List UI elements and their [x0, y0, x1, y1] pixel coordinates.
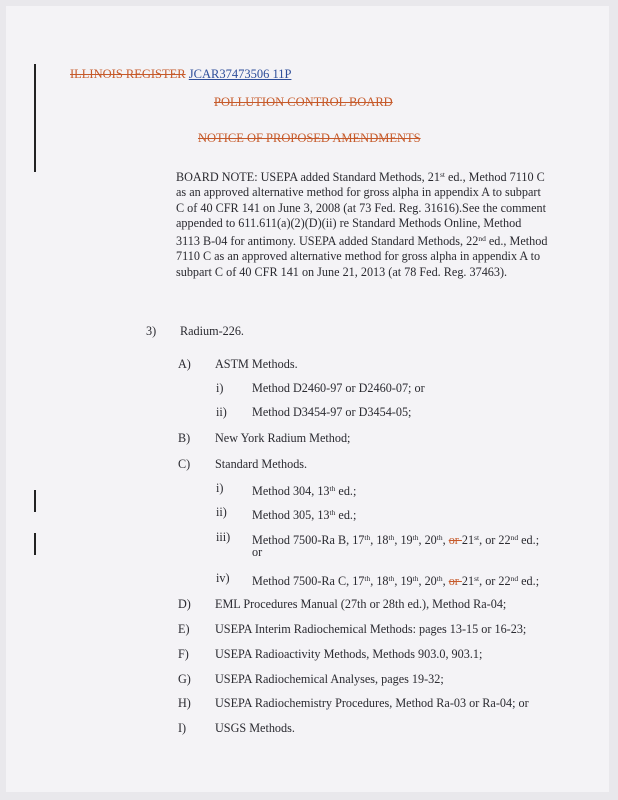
item-text: Method 7500-Ra B, 17th, 18th, 19th, 20th, or 21st, or 22nd ed.; — [252, 533, 540, 547]
board-note: BOARD NOTE: USEPA added Standard Methods, 21st ed., Method 7110 C as an approved alternative method for gross alpha in appendix A to subpart C of 40 CFR 141 on June 3, 2008 (at 73 Fed. Reg. 31616).See the comment appended to 611.611(a)(2)(D)(ii) re Standard Methods Online, Method 3113 B-04 for antimony. USEPA added Standard Methods, 22nd ed., Method 7110 C as an approved alternative method for gross alpha in appendix A to subpart C of 40 CFR 141 on June 21, 2013 (at 78 Fed. Reg. 37463). — [176, 170, 548, 279]
item-continuation: or — [252, 545, 263, 559]
item-text: Method 305, 13th ed.; — [252, 508, 357, 522]
item-text: USEPA Radioactivity Methods, Methods 903.0, 903.1; — [215, 647, 483, 661]
change-bar — [34, 533, 36, 555]
item-text: Method D2460-97 or D2460-07; or — [252, 381, 425, 395]
item-label: ii) — [216, 405, 227, 419]
register-header — [70, 67, 291, 82]
item-text: Method 7500-Ra C, 17th, 18th, 19th, 20th, or 21st, or 22nd ed.; — [252, 574, 540, 588]
item-label: E) — [178, 622, 190, 636]
item-label: D) — [178, 597, 191, 611]
register-code: JCAR37473506 11P — [188, 67, 292, 81]
item-text: New York Radium Method; — [215, 431, 351, 445]
item-label: i) — [216, 381, 224, 395]
item-label: iv) — [216, 571, 230, 585]
item-text: USEPA Radiochemistry Procedures, Method Ra-03 or Ra-04; or — [215, 696, 529, 710]
item-label: A) — [178, 357, 191, 371]
item-label: B) — [178, 431, 191, 445]
change-bar — [34, 64, 36, 172]
item-label: G) — [178, 672, 191, 686]
item-label: C) — [178, 457, 191, 471]
notice-title: NOTICE OF PROPOSED AMENDMENTS — [198, 131, 421, 145]
item-label: iii) — [216, 530, 231, 544]
register-title-struck: ILLINOIS REGISTER — [70, 67, 186, 81]
item-text: USEPA Interim Radiochemical Methods: pages 13-15 or 16-23; — [215, 622, 527, 636]
item-text: USGS Methods. — [215, 721, 295, 735]
item-text: Method 304, 13th ed.; — [252, 484, 357, 498]
item-label: H) — [178, 696, 191, 710]
item-text: Standard Methods. — [215, 457, 308, 471]
item-text: EML Procedures Manual (27th or 28th ed.), Method Ra-04; — [215, 597, 507, 611]
item-label: ii) — [216, 505, 227, 519]
deleted-text: or — [448, 533, 462, 547]
item-text: Method D3454-97 or D3454-05; — [252, 405, 412, 419]
item-label: I) — [178, 721, 187, 735]
change-bar — [34, 490, 36, 512]
deleted-text: or — [448, 574, 462, 588]
item-text: ASTM Methods. — [215, 357, 298, 371]
item-label: F) — [178, 647, 189, 661]
section-label: 3) — [146, 324, 157, 338]
board-title: POLLUTION CONTROL BOARD — [214, 95, 393, 109]
item-text: USEPA Radiochemical Analyses, pages 19-32; — [215, 672, 444, 686]
section-title: Radium-226. — [180, 324, 244, 338]
item-label: i) — [216, 481, 224, 495]
